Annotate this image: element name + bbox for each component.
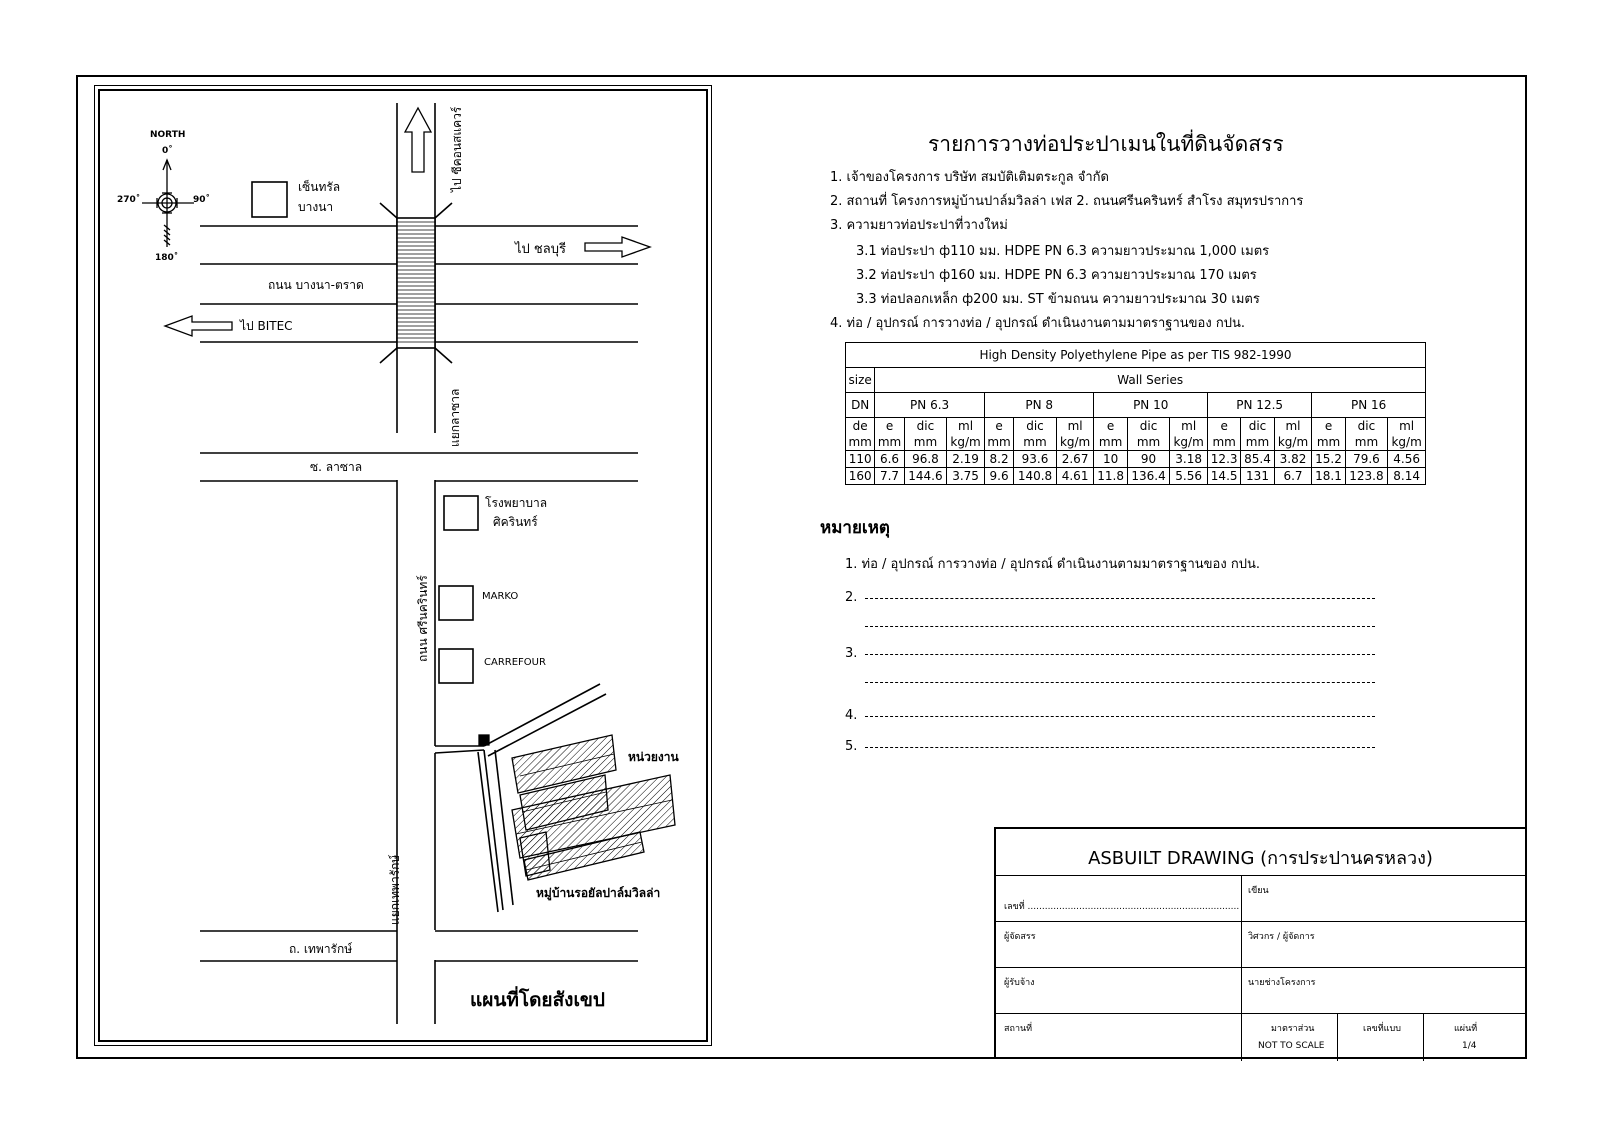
table-wall-series: Wall Series: [875, 368, 1426, 393]
arrow-north-icon: [405, 108, 431, 172]
table-cell: 93.6: [1014, 451, 1057, 468]
table-unit: kg/m: [1274, 434, 1312, 451]
scale-value: NOT TO SCALE: [1258, 1041, 1325, 1051]
label-soi-lasalle: ซ. ลาซาล: [310, 460, 363, 474]
spec-item-4: 4. ท่อ / อุปกรณ์ การวางท่อ / อุปกรณ์ ดำเนินงานตามมาตราฐานของ กปน.: [830, 316, 1245, 331]
table-cell: 2.67: [1056, 451, 1094, 468]
sheet-label: แผ่นที่: [1454, 1024, 1478, 1034]
table-unit: mm: [1207, 434, 1240, 451]
label-hospital: โรงพยาบาล: [485, 496, 548, 510]
compass-north: NORTH: [150, 130, 186, 140]
table-unit: mm: [1127, 434, 1170, 451]
note-5-line: [865, 747, 1375, 748]
table-subheader: ml: [1056, 418, 1094, 435]
table-cell: 136.4: [1127, 468, 1170, 485]
table-subheader: e: [984, 418, 1013, 435]
table-subheader: dic: [1014, 418, 1057, 435]
compass-90: 90˚: [193, 195, 211, 205]
table-cell: 14.5: [1207, 468, 1240, 485]
table-row: [846, 468, 1426, 485]
note-3-line: [865, 654, 1375, 655]
table-cell: 96.8: [904, 451, 947, 468]
table-unit: mm: [1241, 434, 1274, 451]
allocator-label: ผู้จัดสรร: [1004, 932, 1036, 942]
label-to-seacon: ไป ซีคอนสแควร์: [450, 106, 464, 192]
table-cell: 11.8: [1094, 468, 1127, 485]
spec-item-1: 1. เจ้าของโครงการ บริษัท สมบัติเติมตระกูล จำกัด: [830, 170, 1109, 185]
table-mm-header: mm: [846, 434, 875, 451]
table-cell: 6.7: [1274, 468, 1312, 485]
number-field: เลขที่ ..........................................................................: [1004, 902, 1240, 912]
table-unit: kg/m: [1170, 434, 1208, 451]
table-unit: mm: [904, 434, 947, 451]
note-2-line: [865, 598, 1375, 599]
table-unit: mm: [875, 434, 904, 451]
spec-item-3: 3. ความยาวท่อประปาที่วางใหม่: [830, 218, 1008, 233]
drawing-number-label: เลขที่แบบ: [1363, 1024, 1401, 1034]
table-cell: 4.56: [1388, 451, 1426, 468]
spec-item-2: 2. สถานที่ โครงการหมู่บ้านปาล์มวิลล่า เฟส 2. ถนนศรีนครินทร์ สำโรง สมุทรปราการ: [830, 194, 1304, 209]
table-cell: 79.6: [1345, 451, 1388, 468]
table-cell: 12.3: [1207, 451, 1240, 468]
table-size-header: size: [846, 368, 875, 393]
spec-item-3-3: 3.3 ท่อปลอกเหล็ก ф200 มม. ST ข้ามถนน ความยาวประมาณ 30 เมตร: [856, 292, 1260, 307]
table-cell: 7.7: [875, 468, 904, 485]
compass-180: 180˚: [155, 253, 179, 263]
label-central: เซ็นทรัล: [298, 180, 341, 194]
table-subheader: ml: [1170, 418, 1208, 435]
table-unit: mm: [984, 434, 1013, 451]
label-bangna-road: ถนน บางนา-ตราด: [268, 278, 364, 292]
table-title: High Density Polyethylene Pipe as per TIS 982-1990: [846, 343, 1426, 368]
building-carrefour: [439, 649, 473, 683]
table-cell: 160: [846, 468, 875, 485]
table-cell: 10: [1094, 451, 1127, 468]
table-pn-header: PN 6.3: [875, 393, 985, 418]
table-unit: kg/m: [947, 434, 985, 451]
arrow-east-icon: [585, 237, 650, 257]
table-cell: 131: [1241, 468, 1274, 485]
table-subheader: e: [1207, 418, 1240, 435]
building-hospital: [444, 496, 478, 530]
location-label: สถานที่: [1004, 1024, 1033, 1034]
spec-title: รายการวางท่อประปาเมนในที่ดินจัดสรร: [928, 132, 1284, 156]
table-cell: 123.8: [1345, 468, 1388, 485]
label-to-chonburi: ไป ชลบุรี: [515, 242, 566, 257]
table-pn-header: PN 12.5: [1207, 393, 1311, 418]
title-block: [994, 827, 1527, 1059]
table-cell: 6.6: [875, 451, 904, 468]
table-unit: mm: [1312, 434, 1345, 451]
compass-0: 0˚: [162, 146, 173, 156]
compass-270: 270˚: [117, 195, 141, 205]
table-subheader: e: [1094, 418, 1127, 435]
table-cell: 4.61: [1056, 468, 1094, 485]
table-unit: mm: [1345, 434, 1388, 451]
table-pn-header: PN 8: [984, 393, 1094, 418]
label-theparak-junction: แยกเทพารักษ์: [388, 854, 402, 925]
building-central: [252, 182, 287, 217]
table-unit: mm: [1014, 434, 1057, 451]
table-dn-header: DN: [846, 393, 875, 418]
label-village: หมู่บ้านรอยัลปาล์มวิลล่า: [536, 886, 661, 900]
table-cell: 9.6: [984, 468, 1013, 485]
label-hospital-name: ศิครินทร์: [493, 515, 538, 529]
table-pn-header: PN 10: [1094, 393, 1208, 418]
table-cell: 144.6: [904, 468, 947, 485]
label-carrefour: CARREFOUR: [484, 657, 546, 668]
label-theparak-road: ถ. เทพารักษ์: [289, 942, 353, 956]
label-marko: MARKO: [482, 591, 519, 602]
table-cell: 8.2: [984, 451, 1013, 468]
contractor-label: ผู้รับจ้าง: [1004, 978, 1035, 988]
note-4-line: [865, 716, 1375, 717]
project-engineer-label: นายช่างโครงการ: [1248, 978, 1316, 988]
note-2-number: 2.: [845, 590, 858, 605]
table-cell: 15.2: [1312, 451, 1345, 468]
table-cell: 18.1: [1312, 468, 1345, 485]
notes-heading: หมายเหตุ: [820, 518, 890, 538]
label-central-bangna: บางนา: [298, 200, 334, 214]
spec-item-3-2: 3.2 ท่อประปา ф160 มม. HDPE PN 6.3 ความยาวประมาณ 170 เมตร: [856, 268, 1257, 283]
note-1: 1. ท่อ / อุปกรณ์ การวางท่อ / อุปกรณ์ ดำเนินงานตามมาตราฐานของ กปน.: [845, 557, 1260, 572]
compass-icon: [142, 160, 194, 247]
label-lasalle-junction: แยกลาซาล: [448, 388, 462, 447]
hdpe-pipe-table: [845, 342, 1426, 485]
note-5-number: 5.: [845, 739, 858, 754]
building-marko: [439, 586, 473, 620]
spec-item-3-1: 3.1 ท่อประปา ф110 มม. HDPE PN 6.3 ความยาวประมาณ 1,000 เมตร: [856, 244, 1270, 259]
sketch-map-title: แผนที่โดยสังเขป: [470, 989, 605, 1011]
table-cell: 90: [1127, 451, 1170, 468]
table-subheader: dic: [1241, 418, 1274, 435]
note-2-line-2: [865, 626, 1375, 627]
drawing-title: ASBUILT DRAWING (การประปานครหลวง): [1088, 848, 1433, 869]
table-de-header: de: [846, 418, 875, 435]
label-unit: หน่วยงาน: [628, 750, 679, 764]
label-to-bitec: ไป BITEC: [240, 319, 293, 333]
table-cell: 110: [846, 451, 875, 468]
label-srinakarin: ถนน ศรีนครินทร์: [416, 575, 430, 662]
table-subheader: ml: [947, 418, 985, 435]
table-row: [846, 451, 1426, 468]
table-subheader: dic: [1345, 418, 1388, 435]
scale-label: มาตราส่วน: [1271, 1024, 1315, 1034]
engineer-label: วิศวกร / ผู้จัดการ: [1248, 932, 1315, 942]
table-cell: 5.56: [1170, 468, 1208, 485]
table-subheader: dic: [1127, 418, 1170, 435]
table-cell: 8.14: [1388, 468, 1426, 485]
arrow-west-icon: [165, 316, 232, 336]
table-subheader: e: [1312, 418, 1345, 435]
table-cell: 3.82: [1274, 451, 1312, 468]
note-3-line-2: [865, 682, 1375, 683]
sheet-value: 1/4: [1462, 1041, 1477, 1051]
table-subheader: dic: [904, 418, 947, 435]
table-cell: 3.75: [947, 468, 985, 485]
table-unit: kg/m: [1056, 434, 1094, 451]
table-cell: 85.4: [1241, 451, 1274, 468]
table-unit: kg/m: [1388, 434, 1426, 451]
table-cell: 140.8: [1014, 468, 1057, 485]
table-cell: 3.18: [1170, 451, 1208, 468]
table-pn-header: PN 16: [1312, 393, 1426, 418]
note-3-number: 3.: [845, 646, 858, 661]
table-subheader: ml: [1274, 418, 1312, 435]
table-unit: mm: [1094, 434, 1127, 451]
drawn-by-label: เขียน: [1248, 886, 1269, 896]
note-4-number: 4.: [845, 708, 858, 723]
table-subheader: e: [875, 418, 904, 435]
table-cell: 2.19: [947, 451, 985, 468]
table-subheader: ml: [1388, 418, 1426, 435]
